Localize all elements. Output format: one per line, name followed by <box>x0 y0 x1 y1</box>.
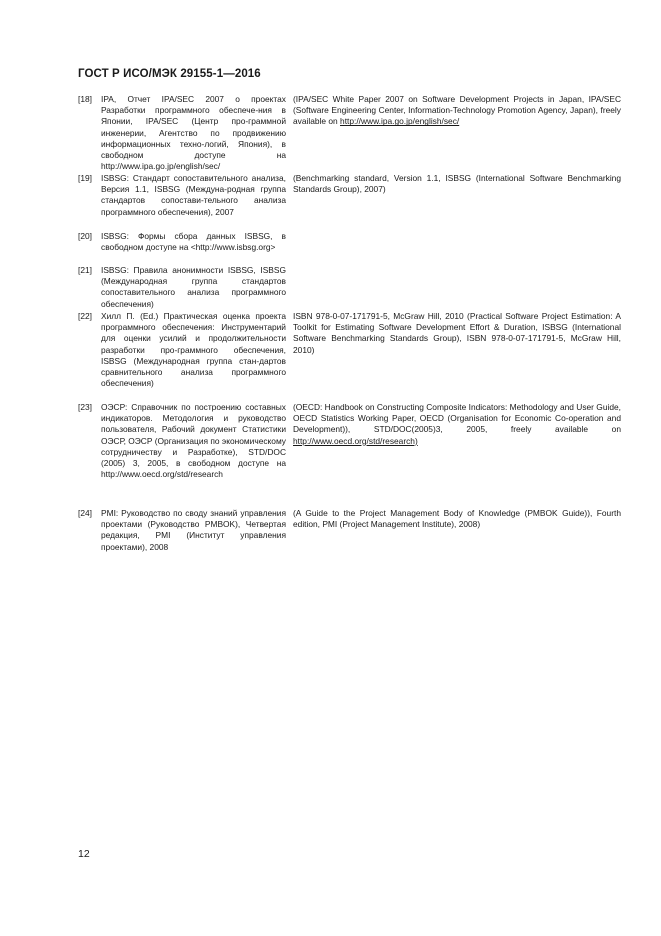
reference-item <box>78 94 644 173</box>
reference-number: [20] <box>78 231 92 241</box>
reference-english-text: (Benchmarking standard, Version 1.1, ISBSG (International Software Benchmarking Standards Group), 2007) <box>293 173 621 195</box>
reference-number: [21] <box>78 265 92 275</box>
reference-english <box>293 402 621 447</box>
reference-english-text: ISBN 978-0-07-171791-5, McGraw Hill, 2010 (Practical Software Project Estimation: A Toolkit for Estimating Software Development Effort & Duration, ISBSG (International Software Benchmarking Standards Group), ISBN 978-0-07-171791-5, McGraw Hill, 2010) <box>293 311 621 355</box>
reference-english <box>293 173 621 195</box>
reference-item <box>78 402 644 508</box>
references-list <box>78 94 644 553</box>
reference-english-text: (IPA/SEC White Paper 2007 on Software Development Projects in Japan, IPA/SEC (Software Engineering Center, Information-Technology Promotion Agency, Japan), freely available on <box>293 94 621 127</box>
document-header: ГОСТ Р ИСО/МЭК 29155-1—2016 <box>78 68 261 80</box>
reference-russian: ISBSG: Формы сбора данных ISBSG, в свободном доступе на <http://www.isbsg.org> <box>101 231 286 253</box>
reference-english <box>293 94 621 128</box>
reference-number: [18] <box>78 94 92 104</box>
reference-item <box>78 508 644 553</box>
reference-russian: ISBSG: Стандарт сопоставительного анализа, Версия 1.1, ISBSG (Междуна-родная группа стандартов сопостави-тельного анализа программного обеспечения), 2007 <box>101 173 286 217</box>
reference-number: [22] <box>78 311 92 321</box>
page-number: 12 <box>78 848 90 860</box>
reference-russian: ОЭСР: Справочник по построению составных индикаторов. Методология и руководство пользователя, Рабочий документ Статистики ОЭСР, ОЭСР (Организация по экономическому сотрудничеству и Разработке), STD/DOC (2005) 3, 2005, в свободном доступе на http://www.oecd.org/std/research <box>101 402 286 480</box>
reference-russian: Хилл П. (Ed.) Практическая оценка проекта программного обеспечения: Инструментарий для оценки усилий и продолжительности разработки про-граммного обеспечения, ISBSG (Международная группа стан-дартов сравнительного анализа программного обеспечения) <box>101 311 286 389</box>
reference-english <box>293 508 621 530</box>
reference-russian: IPA, Отчет IPA/SEC 2007 о проектах Разработки программного обеспече-ния в Японии, IPA/SEC (Центр про-граммной инженерии, Агентство по продвижению информационных техно-логий, Япония), в свободном доступе на http://www.ipa.go.jp/english/sec/ <box>101 94 286 172</box>
reference-number: [19] <box>78 173 92 183</box>
reference-item <box>78 311 644 402</box>
reference-number: [23] <box>78 402 92 412</box>
reference-link[interactable]: http://www.oecd.org/std/research) <box>293 435 418 446</box>
reference-english-text: (A Guide to the Project Management Body of Knowledge (PMBOK Guide)), Fourth edition, PMI (Project Management Institute), 2008) <box>293 508 621 530</box>
reference-item <box>78 173 644 231</box>
reference-russian: PMI: Руководство по своду знаний управления проектами (Руководство PMBOK), Четвертая редакция, PMI (Институт управления проектами), 2008 <box>101 508 286 552</box>
reference-link[interactable]: http://www.ipa.go.jp/english/sec/ <box>340 116 460 127</box>
reference-english-text: (OECD: Handbook on Constructing Composite Indicators: Methodology and User Guide, OECD Statistics Working Paper, OECD (Organisation for Economic Co-operation and Development)), STD/DOC(2005)3, 2005, freely available on <box>293 402 621 435</box>
reference-russian: ISBSG: Правила анонимности ISBSG, ISBSG (Международная группа стандартов сопоставительного анализа программного обеспечения) <box>101 265 286 309</box>
reference-english <box>293 311 621 356</box>
reference-item <box>78 265 644 311</box>
reference-item <box>78 231 644 265</box>
reference-number: [24] <box>78 508 92 518</box>
